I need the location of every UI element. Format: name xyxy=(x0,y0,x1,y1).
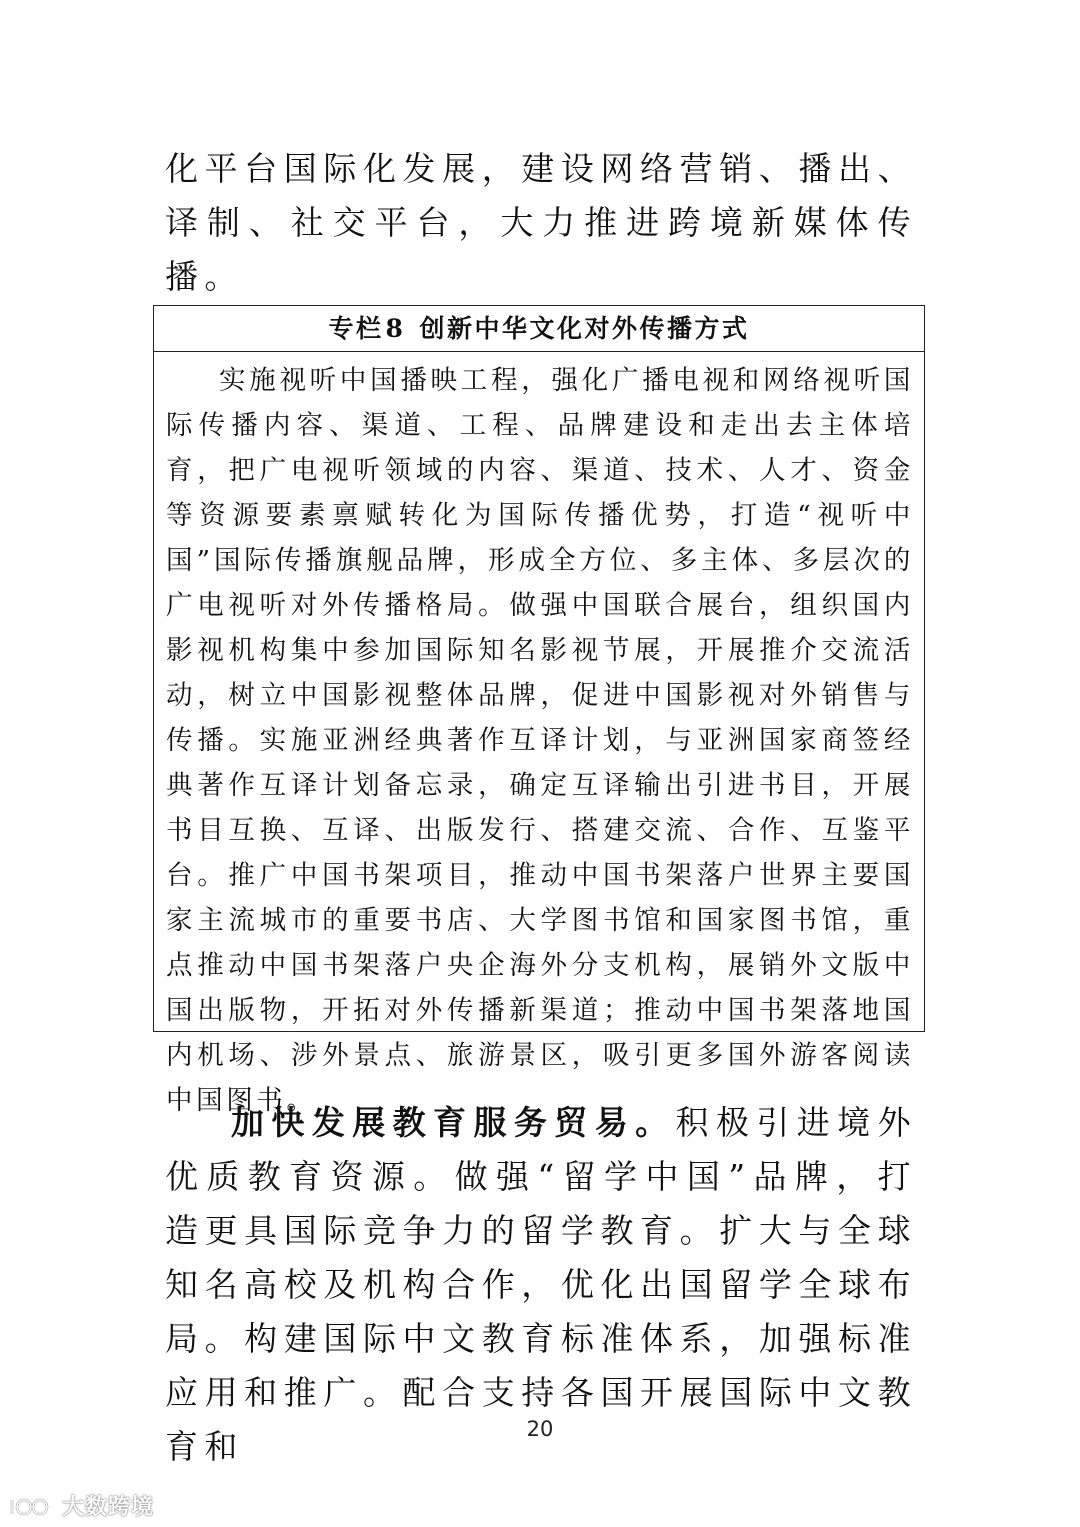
column-title-number: 8 xyxy=(385,314,406,343)
column-body: 实施视听中国播映工程，强化广播电视和网络视听国际传播内容、渠道、工程、品牌建设和走出去主体培育，把广电视听领域的内容、渠道、技术、人才、资金等资源要素禀赋转化为国际传播优势，打造“视听中国”国际传播旗舰品牌，形成全方位、多主体、多层次的广电视听对外传播格局。做强中国联合展台，组织国内影视机构集中参加国际知名影视节展，开展推介交流活动，树立中国影视整体品牌，促进中国影视对外销售与传播。实施亚洲经典著作互译计划，与亚洲国家商签经典著作互译计划备忘录，确定互译输出引进书目，开展书目互换、互译、出版发行、搭建交流、合作、互鉴平台。推广中国书架项目，推动中国书架落户世界主要国家主流城市的重要书店、大学图书馆和国家图书馆，重点推动中国书架落户央企海外分支机构，展销外文版中国出版物，开拓对外传播新渠道；推动中国书架落地国内机场、涉外景点、旅游景区，吸引更多国外游客阅读中国图书。 xyxy=(166,365,914,1116)
column-box xyxy=(153,305,925,1116)
watermark-logo-icon xyxy=(8,1492,56,1520)
page-number: 20 xyxy=(526,1417,554,1441)
education-text: 积极引进境外优质教育资源。做强“留学中国”品牌，打造更具国际竞争力的留学教育。扩大与全球知名高校及机构合作，优化出国留学全球布局。构建国际中文教育标准体系，加强标准应用和推广。配合支持各国开展国际中文教育和 xyxy=(165,1103,917,1466)
column-title xyxy=(154,306,924,352)
column-title-prefix: 专栏 xyxy=(328,314,384,343)
intro-paragraph: 化平台国际化发展，建设网络营销、播出、译制、社交平台，大力推进跨境新媒体传播。 xyxy=(165,149,917,296)
watermark xyxy=(8,1490,154,1521)
education-lead: 加快发展教育服务贸易。 xyxy=(231,1103,676,1142)
column-title-text: 创新中华文化对外传播方式 xyxy=(419,314,750,343)
watermark-text: 大数跨境 xyxy=(62,1495,155,1520)
